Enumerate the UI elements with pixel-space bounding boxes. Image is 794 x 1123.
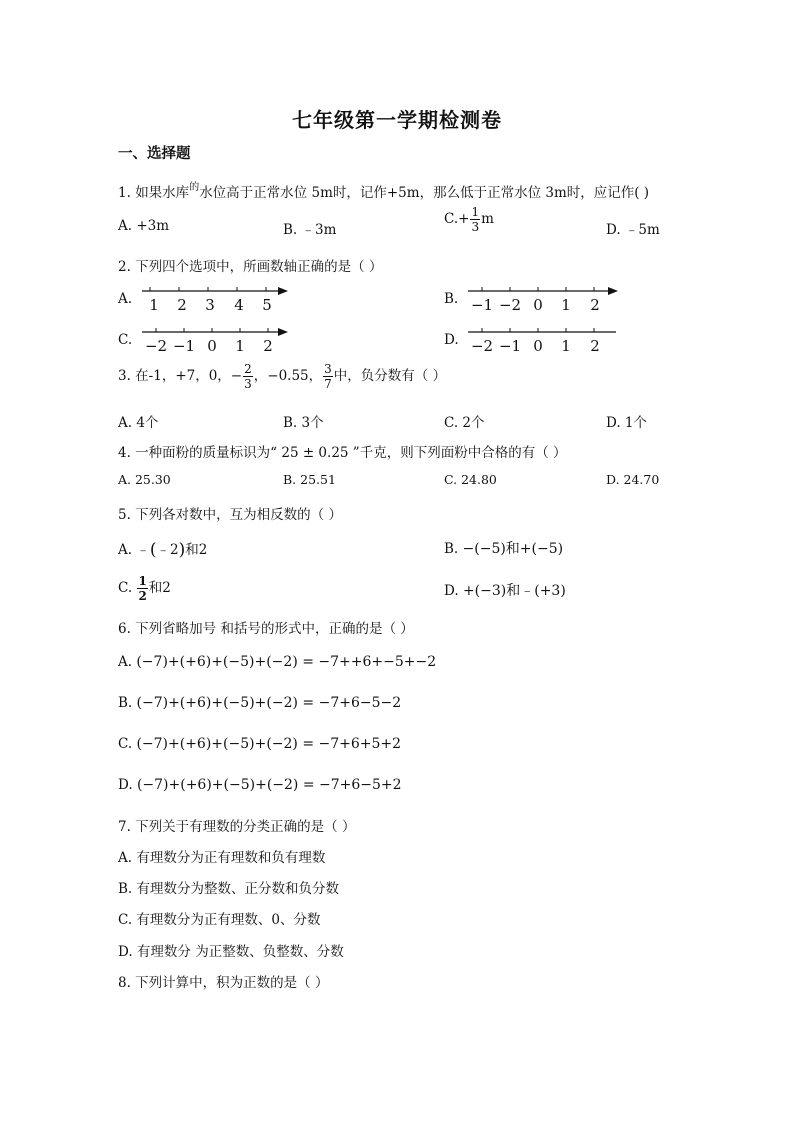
tick-label: −1 (470, 296, 494, 314)
tick-label: 2 (177, 296, 187, 314)
tick-label: 2 (590, 296, 600, 314)
option-sign: ﹣ (136, 542, 150, 558)
option-label: D. (118, 777, 133, 793)
q1-text-post: 水位高于正常水位 5m时，记作+5m，那么低于正常水位 3m时，应记作( ) (199, 185, 650, 201)
tick-label: −2 (498, 296, 522, 314)
q7-option-a[interactable]: A. 有理数分为正有理数和负有理数 (118, 850, 326, 866)
open-paren: ( (149, 540, 157, 560)
option-text: ﹣5m (624, 222, 660, 238)
option-expression: (−7)+(+6)+(−5)+(−2) = −7+6+5+2 (136, 736, 402, 752)
tick-label: 0 (533, 296, 543, 314)
question-6: 6. 下列省略加号 和括号的形式中，正确的是（ ） (118, 621, 414, 637)
tick-label: 1 (149, 296, 159, 314)
tick-label: −1 (172, 337, 196, 355)
q1-text-pre: 如果水库 (135, 185, 190, 201)
option-expression: (−7)+(+6)+(−5)+(−2) = −7++6+−5+−2 (136, 654, 437, 670)
fraction-numerator: 1 (471, 205, 480, 219)
option-label: D. (606, 222, 621, 238)
q7-option-d[interactable]: D. 有理数分 为正整数、负整数、分数 (118, 944, 344, 960)
option-label: C. (118, 736, 133, 752)
option-label: A. (118, 218, 133, 234)
q1-option-c[interactable] (444, 206, 494, 233)
q3-text-mid: ，−0.55， (253, 368, 323, 384)
fraction (323, 363, 333, 390)
number-line-a (140, 282, 290, 316)
question-1 (118, 178, 649, 201)
q2-label-c[interactable]: C. (118, 332, 133, 348)
option-text: 和2 (148, 580, 171, 596)
q1-text-sup: 的 (189, 182, 200, 193)
option-label: A. (118, 542, 133, 558)
number-line-d (466, 323, 621, 357)
option-expression: (−7)+(+6)+(−5)+(−2) = −7+6−5+2 (136, 777, 402, 793)
q1-option-a[interactable] (118, 218, 169, 234)
fraction-numerator: 2 (244, 362, 252, 376)
number-line-c (140, 323, 290, 357)
q7-option-b[interactable]: B. 有理数分为整数、正分数和负分数 (118, 881, 340, 897)
fraction-denominator: 3 (244, 377, 252, 391)
tick-label: 1 (235, 337, 245, 355)
tick-label: 5 (262, 296, 272, 314)
q6-option-a[interactable] (118, 654, 436, 670)
q5-option-d[interactable] (444, 580, 566, 600)
question-3 (118, 363, 446, 390)
q1-option-b[interactable] (283, 218, 336, 238)
q6-option-d[interactable] (118, 777, 402, 793)
tick-label: 2 (590, 337, 600, 355)
question-8: 8. 下列计算中，积为正数的是（ ） (118, 975, 329, 991)
question-2: 2. 下列四个选项中，所画数轴正确的是（ ） (118, 259, 383, 275)
tick-label: 3 (205, 296, 215, 314)
q4-option-b[interactable]: B. 25.51 (283, 472, 336, 487)
fraction-denominator: 3 (471, 220, 480, 234)
fraction-numerator: 3 (324, 362, 332, 376)
section-heading: 一、选择题 (118, 145, 191, 162)
q3-option-a[interactable]: A. 4个 (118, 415, 159, 431)
q6-option-b[interactable] (118, 695, 401, 711)
fraction (470, 206, 480, 233)
q5-option-b[interactable] (444, 538, 563, 558)
q5-option-a[interactable] (118, 538, 207, 560)
fraction-denominator: 7 (324, 377, 332, 391)
close-paren: ) (178, 540, 186, 560)
q3-option-c[interactable]: C. 2个 (444, 415, 485, 431)
q1-number: 1. (118, 185, 131, 201)
option-unit: m (481, 211, 494, 227)
tick-label: 2 (263, 337, 273, 355)
option-inner: ﹣2 (156, 542, 179, 558)
tick-label: 1 (561, 337, 571, 355)
option-label: C. (444, 211, 459, 227)
q4-option-a[interactable]: A. 25.30 (118, 472, 171, 487)
q4-option-c[interactable]: C. 24.80 (444, 472, 497, 487)
tick-label: −2 (470, 337, 494, 355)
q3-text-post: 中，负分数有（ ） (333, 368, 447, 384)
q5-option-c[interactable] (118, 575, 171, 602)
question-5: 5. 下列各对数中，互为相反数的（ ） (118, 507, 342, 523)
q4-option-d[interactable]: D. 24.70 (606, 472, 660, 487)
option-label: C. (118, 580, 133, 596)
tick-label: 0 (207, 337, 217, 355)
tick-label: 4 (234, 296, 244, 314)
tick-label: −2 (144, 337, 168, 355)
q1-option-d[interactable] (606, 218, 660, 238)
q2-label-b[interactable]: B. (444, 291, 459, 307)
question-7: 7. 下列关于有理数的分类正确的是（ ） (118, 819, 356, 835)
option-label: B. (118, 695, 133, 711)
option-text: +(−3)和﹣(+3) (462, 583, 566, 599)
tick-label: 1 (561, 296, 571, 314)
tick-label: −1 (498, 337, 522, 355)
option-text: −(−5)和+(−5) (462, 541, 564, 557)
fraction-numerator: 1 (138, 574, 147, 588)
option-label: B. (444, 541, 459, 557)
option-text: 和2 (185, 542, 208, 558)
q6-option-c[interactable] (118, 736, 401, 752)
page-title: 七年级第一学期检测卷 (292, 108, 502, 132)
fraction-denominator: 2 (138, 589, 147, 603)
q7-option-c[interactable]: C. 有理数分为正有理数、0、分数 (118, 912, 321, 928)
option-expression: (−7)+(+6)+(−5)+(−2) = −7+6−5−2 (136, 695, 402, 711)
tick-label: 0 (533, 337, 543, 355)
q2-label-d[interactable]: D. (444, 332, 459, 348)
option-text: +3m (136, 218, 170, 234)
fraction (137, 575, 147, 602)
q3-text-pre: 3. 在-1，+7，0，− (118, 368, 243, 384)
question-4: 4. 一种面粉的质量标识为“ 25 ± 0.25 ”千克，则下列面粉中合格的有（ ） (118, 445, 567, 461)
option-label: D. (444, 583, 459, 599)
option-label: A. (118, 654, 133, 670)
q3-option-b[interactable]: B. 3个 (283, 415, 324, 431)
q2-label-a[interactable]: A. (118, 291, 133, 307)
option-sign: + (458, 211, 470, 227)
number-line-b (466, 282, 621, 316)
q3-option-d[interactable]: D. 1个 (606, 415, 648, 431)
fraction (243, 363, 253, 390)
option-text: ﹣3m (301, 222, 337, 238)
option-label: B. (283, 222, 298, 238)
